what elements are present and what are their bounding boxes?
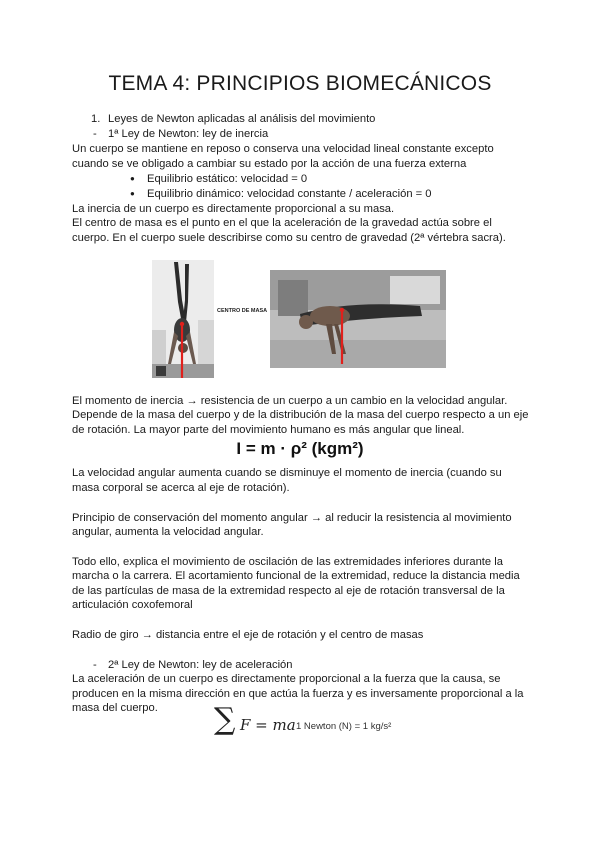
first-law-heading: 1ª Ley de Newton: ley de inercia xyxy=(108,128,269,140)
handstand-photo xyxy=(152,260,214,378)
paragraph-line: La aceleración de un cuerpo es directamente proporcional a la fuerza que la causa, se xyxy=(72,673,501,685)
bullet-icon: ● xyxy=(130,189,135,198)
page-title: TEMA 4: PRINCIPIOS BIOMECÁNICOS xyxy=(108,72,492,95)
paragraph-line: cuando se ve obligado a cambiar su estado por la acción de una fuerza externa xyxy=(72,158,467,170)
paragraph-line: Radio de giro → distancia entre el eje de rotación y el centro de masas xyxy=(72,629,424,641)
inertia-formula: I = m · ρ² (kgm²) xyxy=(236,439,364,458)
paragraph-line: La inercia de un cuerpo es directamente proporcional a su masa. xyxy=(72,203,395,215)
paragraph-line: Un cuerpo se mantiene en reposo o conserva una velocidad lineal constante excepto xyxy=(72,143,494,155)
bullet-dynamic-equilibrium: Equilibrio dinámico: velocidad constante / aceleración = 0 xyxy=(147,188,432,200)
dash-marker: - xyxy=(93,659,97,671)
paragraph-line: La velocidad angular aumenta cuando se disminuye el momento de inercia (cuando su xyxy=(72,467,502,479)
paragraph-line: El centro de masa es el punto en el que la aceleración de la gravedad actúa sobre el xyxy=(72,217,492,229)
paragraph-line: marcha o la carrera. El acortamiento funcional de la extremidad, reduce la distancia media xyxy=(72,570,520,582)
list-number: 1. xyxy=(91,113,101,125)
paragraph-line: masa del cuerpo. xyxy=(72,702,158,714)
second-law-heading: 2ª Ley de Newton: ley de aceleración xyxy=(108,659,293,671)
paragraph-line: de rotación. La mayor parte del movimiento humano es más angular que lineal. xyxy=(72,424,465,436)
newton-unit: 1 Newton (N) = 1 kg/s² xyxy=(296,721,392,732)
list-item-newton-laws: Leyes de Newton aplicadas al análisis del movimiento xyxy=(108,113,376,125)
newton-formula xyxy=(214,702,414,748)
paragraph-line: producen en la misma dirección en que actúa la fuerza y es inversamente proporcional a la xyxy=(72,688,524,700)
planche-photo xyxy=(270,270,446,368)
bullet-static-equilibrium: Equilibrio estático: velocidad = 0 xyxy=(147,173,308,185)
paragraph-line: Depende de la masa del cuerpo y de la distribución de la masa del cuerpo respecto a un eje xyxy=(72,409,529,421)
paragraph-line: de las partículas de masa de la extremidad respecto al eje de rotación transversal de la xyxy=(72,585,505,597)
bullet-icon: ● xyxy=(130,174,135,183)
paragraph-line: El momento de inercia → resistencia de un cuerpo a un cambio en la velocidad angular. xyxy=(72,395,508,407)
force-equation: F = ma xyxy=(240,716,296,734)
paragraph-line: angular, aumenta la velocidad angular. xyxy=(72,526,264,538)
center-of-mass-label: CENTRO DE MASA xyxy=(217,308,268,314)
paragraph-line: Todo ello, explica el movimiento de oscilación de las extremidades inferiores durante la xyxy=(72,556,503,568)
paragraph-line: masa corporal se acerca al eje de rotación). xyxy=(72,482,290,494)
dash-marker: - xyxy=(93,128,97,140)
sum-icon: ∑ xyxy=(214,702,236,737)
paragraph-line: cuerpo. En el cuerpo suele describirse como su centro de gravedad (2ª vértebra sacra). xyxy=(72,232,506,244)
paragraph-line: articulación coxofemoral xyxy=(72,599,193,611)
paragraph-line: Principio de conservación del momento angular → al reducir la resistencia al movimiento xyxy=(72,512,512,524)
